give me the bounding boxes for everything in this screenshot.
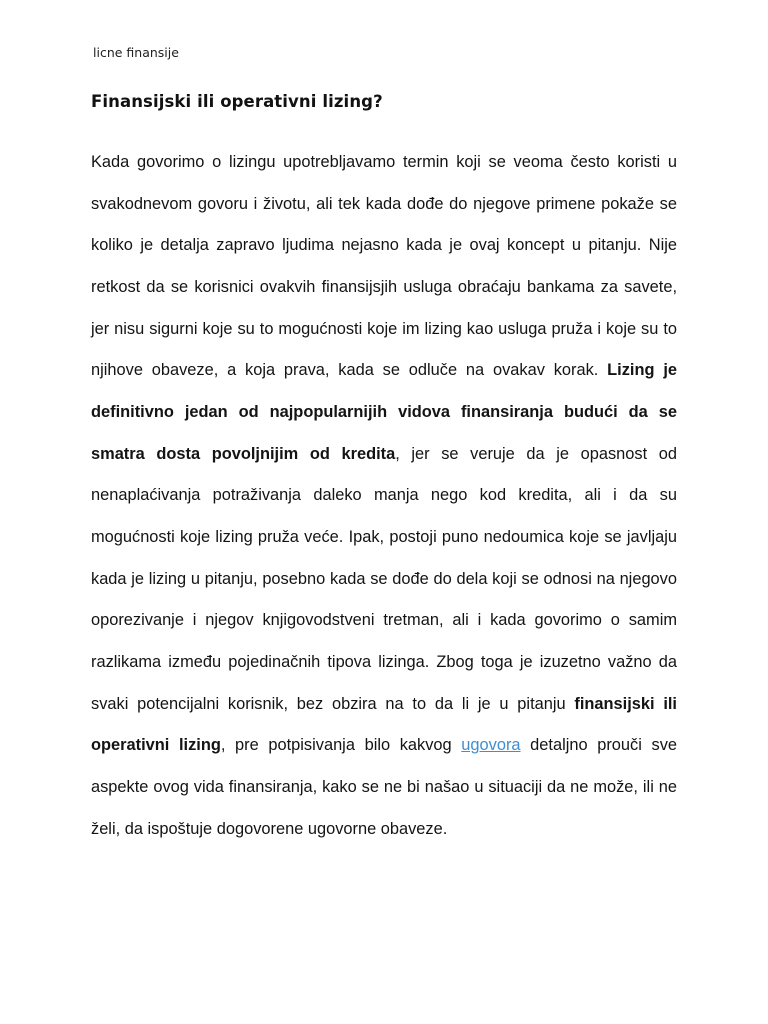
paragraph-text-1: Kada govorimo o lizingu upotrebljavamo termin koji se veoma često koristi u svakodnevom govoru i životu, ali tek kada dođe do njegove primene pokaže se koliko je detalja zapravo ljudima nejasno kada je ovaj koncept u pitanju. Nije retkost da se korisnici ovakvih finansijsjih usluga obraćaju bankama za savete, jer nisu sigurni koje su to mogućnosti koje im lizing kao usluga pruža i koje su to njihove obaveze, a koja prava, kada se odluče na ovakav korak.: [91, 153, 677, 380]
paragraph-text-4: detaljno prouči sve aspekte ovog vida finansiranja, kako se ne bi našao u situaciji da ne može, ili ne želi, da ispoštuje dogovorene ugovorne obaveze.: [91, 736, 678, 838]
page-header: licne finansije: [93, 45, 179, 60]
bold-phrase-2: finansijski ili operativni lizing: [91, 694, 677, 755]
bold-phrase-1: Lizing je definitivno jedan od najpopularnijih vidova finansiranja budući da se smatra dosta povoljnijim od kredita: [91, 361, 677, 463]
page-title: Finansijski ili operativni lizing?: [91, 92, 383, 111]
body-paragraph: [91, 142, 677, 850]
paragraph-text-2: , jer se veruje da je opasnost od nenaplaćivanja potraživanja daleko manja nego kod kredita, ali i da su mogućnosti koje lizing pruža veće. Ipak, postoji puno nedoumica koje se javljaju kada je lizing u pitanju, posebno kada se dođe do dela koji se odnosi na njegovo oporezivanje i njegov knjigovodstveni tretman, ali i kada govorimo o samim razlikama između pojedinačnih tipova lizinga. Zbog toga je izuzetno važno da svaki potencijalni korisnik, bez obzira na to da li je u pitanju: [91, 444, 677, 713]
paragraph-text-3: , pre potpisivanja bilo kakvog: [220, 736, 462, 755]
ugovora-link[interactable]: ugovora: [461, 736, 521, 755]
